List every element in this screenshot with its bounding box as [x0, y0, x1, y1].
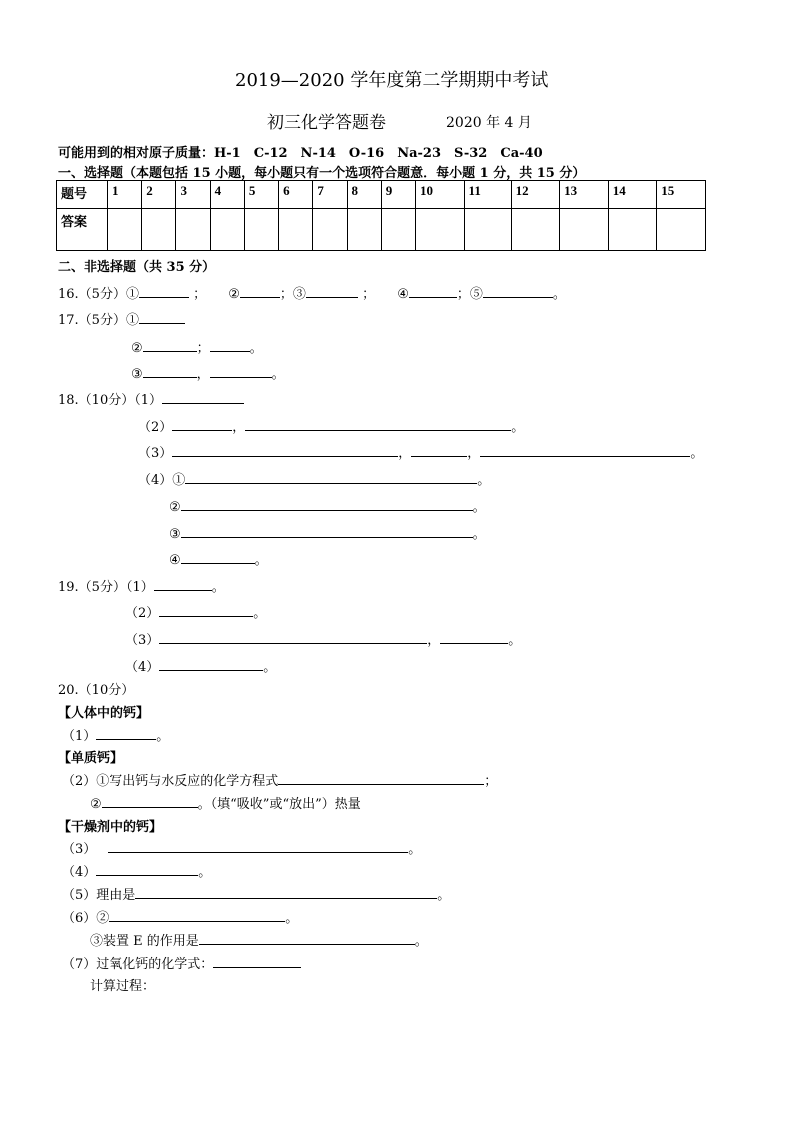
q18-end: 。: [477, 473, 491, 488]
q20-blank-9[interactable]: [213, 953, 301, 968]
q16-sep: ；: [193, 287, 207, 302]
q17-blank-5[interactable]: [210, 363, 272, 378]
q20-end: 。: [408, 842, 422, 857]
q17-c-label: ③: [131, 367, 143, 382]
q18-blank-4[interactable]: [172, 442, 398, 457]
q-num: 15: [657, 181, 706, 209]
q16-blank-5[interactable]: [483, 283, 553, 298]
q20-p6: （6）②: [62, 911, 110, 926]
exam-date: 2020 年 4 月: [446, 115, 532, 131]
q20-heading-elemental-calcium: 【单质钙】: [58, 751, 124, 766]
q17-blank-3[interactable]: [210, 337, 250, 352]
q17-blank-1[interactable]: [139, 309, 185, 324]
q20-line-5: [62, 884, 450, 903]
answer-cell[interactable]: [244, 209, 278, 251]
q16-e-label: ⑤: [469, 287, 483, 302]
q16-d-label: ④: [397, 287, 409, 302]
q18-p2: （2）: [138, 420, 173, 435]
q18-comma: ，: [232, 420, 246, 435]
q18-line-7: [169, 549, 268, 568]
q20-blank-1[interactable]: [96, 725, 156, 740]
q16-sep: ；: [362, 287, 376, 302]
q18-end: 。: [690, 446, 704, 461]
q20-blank-5[interactable]: [96, 861, 198, 876]
answer-cell[interactable]: [313, 209, 347, 251]
q20-line-6b: [90, 930, 428, 949]
q20-p7: （7）过氧化钙的化学式：: [62, 957, 214, 972]
q17-b-label: ②: [131, 341, 143, 356]
answer-cell[interactable]: [279, 209, 313, 251]
row-label-number: 题号: [57, 181, 108, 209]
q18-blank-5[interactable]: [411, 442, 467, 457]
q18-comma: ，: [398, 446, 412, 461]
q17-line-2: [131, 337, 263, 356]
q-num: 2: [142, 181, 176, 209]
answer-cell[interactable]: [142, 209, 176, 251]
q18-line-3: [138, 442, 703, 461]
q19-end: 。: [263, 660, 277, 675]
section2-heading: 二、非选择题（共 35 分）: [58, 260, 216, 275]
answer-cell[interactable]: [464, 209, 511, 251]
q18-blank-10[interactable]: [181, 549, 255, 564]
q20-blank-3[interactable]: [102, 793, 198, 808]
q20-prefix: 20.（10分）: [58, 683, 135, 698]
q19-p2: （2）: [125, 606, 160, 621]
q16-line: [58, 283, 566, 302]
answer-cell[interactable]: [657, 209, 706, 251]
q20-blank-6[interactable]: [135, 884, 437, 899]
q17-end: 。: [249, 341, 263, 356]
q20-end: 。: [285, 911, 299, 926]
q20-heading-desiccant-calcium: 【干燥剂中的钙】: [58, 820, 163, 835]
q19-line-1: [58, 576, 225, 595]
answer-cell[interactable]: [108, 209, 142, 251]
q20-line-2b: [90, 793, 361, 812]
q-num: 12: [511, 181, 560, 209]
q18-prefix: 18.（10分）（1）: [58, 393, 162, 408]
answer-cell[interactable]: [560, 209, 609, 251]
q19-prefix: 19.（5分）（1）: [58, 580, 154, 595]
q-num: 3: [176, 181, 210, 209]
q17-blank-2[interactable]: [143, 337, 197, 352]
q19-comma: ，: [427, 633, 441, 648]
q18-blank-2[interactable]: [172, 416, 232, 431]
q20-end: 。: [198, 865, 212, 880]
q19-end: 。: [508, 633, 522, 648]
q19-blank-3[interactable]: [159, 629, 427, 644]
q19-blank-2[interactable]: [159, 602, 253, 617]
q18-p4: （4）①: [138, 473, 186, 488]
q20-line-2: [62, 770, 497, 789]
q19-line-4: [125, 656, 276, 675]
q18-c2: ②: [169, 500, 181, 515]
q17-sep: ；: [196, 341, 210, 356]
q16-blank-4[interactable]: [409, 283, 457, 298]
q17-end: 。: [271, 367, 285, 382]
q16-b-label: ②: [228, 287, 240, 302]
q17-line-1: [58, 309, 185, 328]
q20-heading-body-calcium: 【人体中的钙】: [58, 706, 150, 721]
answer-cell[interactable]: [176, 209, 210, 251]
q20-calc-label: 计算过程：: [90, 979, 156, 994]
answer-cell[interactable]: [511, 209, 560, 251]
q18-blank-3[interactable]: [245, 416, 511, 431]
q20-line-3: [62, 838, 421, 857]
q16-sep: ；: [456, 287, 470, 302]
section1-heading: 一、选择题（本题包括 15 小题，每小题只有一个选项符合题意．每小题 1 分，共 15 分）: [58, 166, 586, 181]
q20-p5: （5）理由是: [62, 888, 136, 903]
q19-blank-1[interactable]: [154, 576, 212, 591]
q19-line-2: [125, 602, 266, 621]
q19-blank-4[interactable]: [440, 629, 508, 644]
answer-cell[interactable]: [347, 209, 381, 251]
q18-blank-1[interactable]: [162, 389, 244, 404]
q18-line-6: [169, 523, 486, 542]
q20-p1: （1）: [62, 729, 97, 744]
q-num: 13: [560, 181, 609, 209]
q19-blank-5[interactable]: [159, 656, 263, 671]
q20-end: 。: [414, 934, 428, 949]
q17-prefix: 17.（5分）①: [58, 313, 139, 328]
answer-cell[interactable]: [608, 209, 657, 251]
q20-end: 。: [156, 729, 170, 744]
q18-end: 。: [254, 553, 268, 568]
atomic-masses: 可能用到的相对原子质量：H-1 C-12 N-14 O-16 Na-23 S-32 Ca-40: [58, 146, 543, 161]
q17-blank-4[interactable]: [143, 363, 197, 378]
q18-end: 。: [472, 527, 486, 542]
q16-blank-2[interactable]: [240, 283, 280, 298]
q-num: 4: [210, 181, 244, 209]
q19-line-3: [125, 629, 521, 648]
q20-blank-4[interactable]: [108, 838, 408, 853]
answer-cell[interactable]: [381, 209, 415, 251]
q17-line-3: [131, 363, 285, 382]
q18-line-5: [169, 496, 486, 515]
answer-row: [57, 209, 706, 251]
q20-line-7: [62, 953, 301, 972]
q20-p3: （3）: [62, 842, 97, 857]
q20-p2: （2）①写出钙与水反应的化学方程式: [62, 774, 279, 789]
q16-c-label: ③: [292, 287, 306, 302]
answer-cell[interactable]: [210, 209, 244, 251]
q16-blank-3[interactable]: [306, 283, 358, 298]
q-num: 9: [381, 181, 415, 209]
q19-p4: （4）: [125, 660, 160, 675]
q20-p2b-tail: 。（填“吸收”或“放出”）热量: [197, 797, 361, 812]
q18-line-2: [138, 416, 524, 435]
q18-end: 。: [511, 420, 525, 435]
paper-subtitle: 初三化学答题卷: [267, 113, 386, 133]
q16-end: 。: [552, 287, 566, 302]
q19-p3: （3）: [125, 633, 160, 648]
q18-line-4: [138, 469, 490, 488]
q20-line-1: [62, 725, 169, 744]
q20-blank-8[interactable]: [199, 930, 415, 945]
q-num: 8: [347, 181, 381, 209]
q19-end: 。: [253, 606, 267, 621]
q-num: 7: [313, 181, 347, 209]
q-num: 10: [415, 181, 464, 209]
q18-c3: ③: [169, 527, 181, 542]
q20-line-4: [62, 861, 211, 880]
q16-blank-1[interactable]: [139, 283, 189, 298]
answer-cell[interactable]: [415, 209, 464, 251]
q18-p3: （3）: [138, 446, 173, 461]
q18-blank-8[interactable]: [181, 496, 473, 511]
q18-comma: ，: [467, 446, 481, 461]
q-num: 11: [464, 181, 511, 209]
q18-c4: ④: [169, 553, 181, 568]
q20-semi: ；: [484, 774, 498, 789]
q-num: 14: [608, 181, 657, 209]
q19-end: 。: [211, 580, 225, 595]
q17-comma: ，: [196, 367, 210, 382]
q-num: 5: [244, 181, 278, 209]
answer-grid: [56, 180, 706, 251]
row-label-answer: 答案: [57, 209, 108, 251]
q18-end: 。: [472, 500, 486, 515]
q20-line-6: [62, 907, 298, 926]
question-number-row: [57, 181, 706, 209]
q-num: 6: [279, 181, 313, 209]
q18-blank-7[interactable]: [185, 469, 477, 484]
exam-title: 2019—2020 学年度第二学期期中考试: [235, 70, 549, 91]
q20-p4: （4）: [62, 865, 97, 880]
q18-line-1: [58, 389, 244, 408]
q20-p6b: ③装置 E 的作用是: [90, 934, 199, 949]
q20-blank-2[interactable]: [278, 770, 484, 785]
q16-prefix: 16.（5分）①: [58, 287, 139, 302]
q20-end: 。: [437, 888, 451, 903]
q20-p2b: ②: [90, 797, 102, 812]
q18-blank-9[interactable]: [181, 523, 473, 538]
q16-sep: ；: [279, 287, 293, 302]
q-num: 1: [108, 181, 142, 209]
q20-blank-7[interactable]: [109, 907, 285, 922]
q18-blank-6[interactable]: [480, 442, 690, 457]
